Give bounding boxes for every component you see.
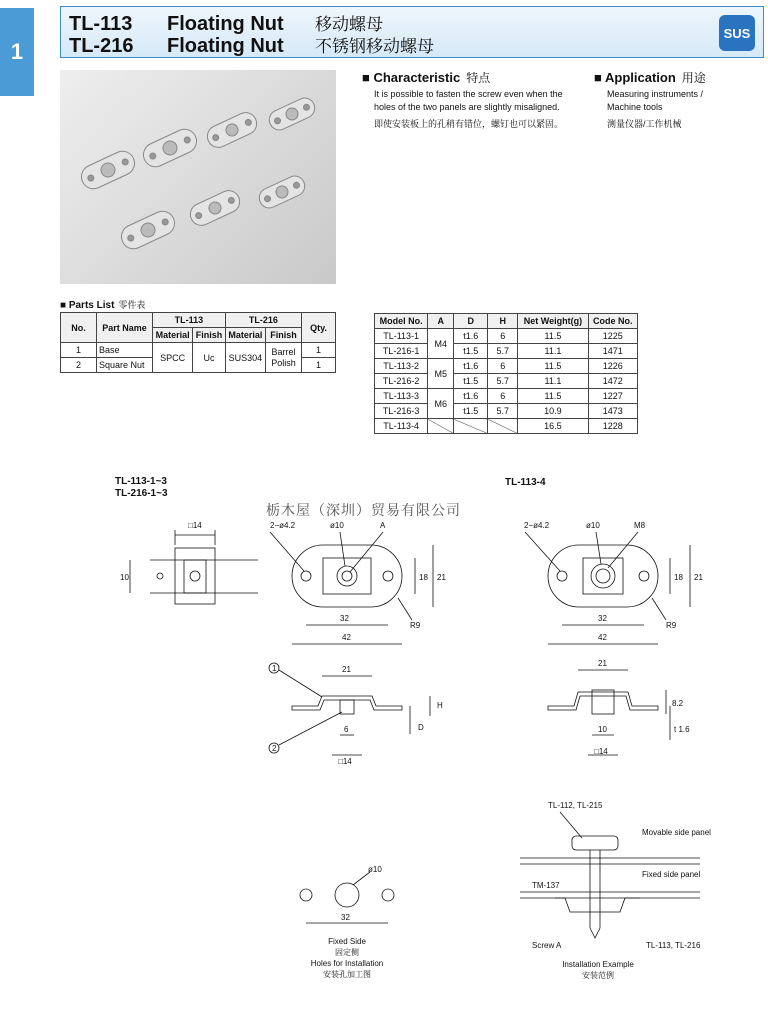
- dim-label: 32: [341, 913, 350, 922]
- dim-label: 2−ø4.2: [270, 521, 296, 530]
- caption-line: Installation Example: [562, 960, 634, 969]
- col-header: Qty.: [302, 313, 336, 343]
- dim-label: D: [418, 723, 424, 732]
- dim-label: 21: [598, 659, 607, 668]
- cell: 1226: [588, 359, 637, 374]
- cell: 1225: [588, 329, 637, 344]
- dim-label: 18: [419, 573, 428, 582]
- text-line: holes of the two panels are slightly misaligned.: [374, 102, 560, 112]
- caption-line: 安装孔加工图: [323, 970, 371, 979]
- cell: TL-113-3: [375, 389, 428, 404]
- parts-list-title-cn: 零件表: [118, 300, 146, 310]
- cell: TL-216-2: [375, 374, 428, 389]
- cell: TL-216-1: [375, 344, 428, 359]
- dim-label: 10: [120, 573, 129, 582]
- cell: 5.7: [488, 344, 518, 359]
- cell: 11.1: [518, 344, 588, 359]
- dim-label: 2−ø4.2: [524, 521, 550, 530]
- cell: 6: [488, 329, 518, 344]
- col-header: Material: [153, 328, 193, 343]
- cell: Square Nut: [97, 358, 153, 373]
- installation-caption: [548, 959, 648, 981]
- col-header: Code No.: [588, 314, 637, 329]
- top-view-tl113: [270, 521, 446, 644]
- text-line: Measuring instruments /: [607, 89, 704, 99]
- side-view-tl113-4: [548, 659, 690, 756]
- dim-label: ø10: [368, 865, 382, 874]
- cell: t1.5: [454, 404, 488, 419]
- col-header: Part Name: [97, 313, 153, 343]
- cell: t1.6: [454, 359, 488, 374]
- drawing-label-tl113-4: TL-113-4: [505, 477, 546, 488]
- caption-line: Fixed Side: [328, 937, 366, 946]
- cell: Barrel Polish: [266, 343, 302, 373]
- col-header: Net Weight(g): [518, 314, 588, 329]
- cell: SUS304: [225, 343, 265, 373]
- install-label: Fixed side panel: [642, 870, 701, 879]
- cell: 1: [302, 358, 336, 373]
- col-header: Finish: [266, 328, 302, 343]
- install-label: Movable side panel: [642, 828, 711, 837]
- col-header: No.: [61, 313, 97, 343]
- hole-pattern: [300, 865, 394, 923]
- dim-label: 21: [342, 665, 351, 674]
- cell: Base: [97, 343, 153, 358]
- characteristic-title: ■ Characteristic 特点: [362, 70, 491, 85]
- parts-list-title-en: Parts List: [68, 300, 115, 311]
- dim-label: 32: [598, 614, 607, 623]
- cell: SPCC: [153, 343, 193, 373]
- callout-1: 1: [272, 664, 277, 673]
- dim-label: □14: [188, 521, 202, 530]
- application-title: ■ Application 用途: [594, 70, 706, 85]
- caption-line: 固定侧: [335, 948, 359, 957]
- cell: 1227: [588, 389, 637, 404]
- col-header: Material: [225, 328, 265, 343]
- cell: 1471: [588, 344, 637, 359]
- section-tab: 1: [0, 8, 34, 96]
- dim-label: A: [380, 521, 386, 530]
- cell: 1: [302, 343, 336, 358]
- dim-label: 21: [437, 573, 446, 582]
- dim-label: ø10: [586, 521, 600, 530]
- caption-line: 安装范例: [582, 971, 614, 980]
- application-title-en: Application: [604, 70, 676, 85]
- cell: TL-113-1: [375, 329, 428, 344]
- top-view-small: [120, 521, 258, 604]
- product-name: Floating Nut: [167, 35, 284, 57]
- dim-label: 42: [598, 633, 607, 642]
- cell: 5.7: [488, 374, 518, 389]
- cell: 11.5: [518, 329, 588, 344]
- install-label: TL-113, TL-216: [646, 941, 701, 950]
- dim-label: H: [437, 701, 443, 710]
- cell: t1.6: [454, 389, 488, 404]
- dim-label: 18: [674, 573, 683, 582]
- dim-label: R9: [666, 621, 677, 630]
- col-header: Model No.: [375, 314, 428, 329]
- callout-2: 2: [272, 744, 277, 753]
- cell: t1.5: [454, 374, 488, 389]
- cell: Uc: [193, 343, 225, 373]
- cell: 6: [488, 389, 518, 404]
- cell: TL-216-3: [375, 404, 428, 419]
- cell: 11.5: [518, 389, 588, 404]
- product-name: Floating Nut: [167, 13, 284, 35]
- caption-line: Holes for Installation: [310, 959, 384, 968]
- text-line-cn: 即使安装板上的孔稍有错位，螺钉也可以紧固。: [374, 119, 564, 129]
- fixed-side-caption: [297, 936, 397, 980]
- dim-label: 32: [340, 614, 349, 623]
- application-title-cn: 用途: [681, 71, 706, 85]
- characteristic-title-cn: 特点: [466, 71, 491, 85]
- cell: 11.5: [518, 359, 588, 374]
- sus-badge: SUS: [719, 15, 755, 51]
- install-label: TL-112, TL-215: [548, 801, 603, 810]
- col-header: D: [454, 314, 488, 329]
- text-line: It is possible to fasten the screw even when the: [374, 89, 563, 99]
- watermark-text: 栃木屋（深圳）贸易有限公司: [266, 503, 461, 519]
- installation-example: [520, 801, 711, 950]
- cell: t1.6: [454, 329, 488, 344]
- col-header: Finish: [193, 328, 225, 343]
- cell: 1: [61, 343, 97, 358]
- col-header: TL-113: [153, 313, 226, 328]
- top-view-tl113-4: [524, 521, 703, 644]
- dim-label: t 1.6: [674, 725, 690, 734]
- cell: TL-113-4: [375, 419, 428, 434]
- dim-label: ø10: [330, 521, 344, 530]
- dim-label: 10: [598, 725, 607, 734]
- cell: 1473: [588, 404, 637, 419]
- cell: 6: [488, 359, 518, 374]
- cell: M4: [428, 329, 454, 359]
- dim-label: □14: [594, 747, 608, 756]
- col-header: TL-216: [225, 313, 301, 328]
- model-code: TL-113: [69, 13, 133, 35]
- model-code: TL-216: [69, 35, 134, 57]
- text-line-cn: 测量仪器/工作机械: [607, 119, 682, 129]
- product-name-cn: 不锈钢移动螺母: [315, 37, 434, 56]
- side-view-tl113: [269, 663, 443, 766]
- dim-label: 21: [694, 573, 703, 582]
- cell: 10.9: [518, 404, 588, 419]
- cell: 16.5: [518, 419, 588, 434]
- cell: M6: [428, 389, 454, 419]
- text-line: Machine tools: [607, 102, 663, 112]
- dim-label: □14: [338, 757, 352, 766]
- cell: t1.5: [454, 344, 488, 359]
- col-header: A: [428, 314, 454, 329]
- cell: 5.7: [488, 404, 518, 419]
- cell: 11.1: [518, 374, 588, 389]
- characteristic-title-en: Characteristic: [373, 70, 461, 85]
- drawing-label-tl113: TL-113-1~3: [115, 476, 167, 487]
- drawing-label-tl216: TL-216-1~3: [115, 488, 168, 499]
- install-label: Screw A: [532, 941, 562, 950]
- parts-list-title: ■ Parts List 零件表: [60, 300, 146, 311]
- dim-label: 6: [344, 725, 349, 734]
- cell: 1228: [588, 419, 637, 434]
- cell: 1472: [588, 374, 637, 389]
- cell: 2: [61, 358, 97, 373]
- cell: TL-113-2: [375, 359, 428, 374]
- dim-label: R9: [410, 621, 421, 630]
- cell: M5: [428, 359, 454, 389]
- install-label: TM-137: [532, 881, 560, 890]
- dim-label: 42: [342, 633, 351, 642]
- dim-label: 8.2: [672, 699, 684, 708]
- col-header: H: [488, 314, 518, 329]
- dim-label: M8: [634, 521, 646, 530]
- product-name-cn: 移动螺母: [315, 15, 383, 34]
